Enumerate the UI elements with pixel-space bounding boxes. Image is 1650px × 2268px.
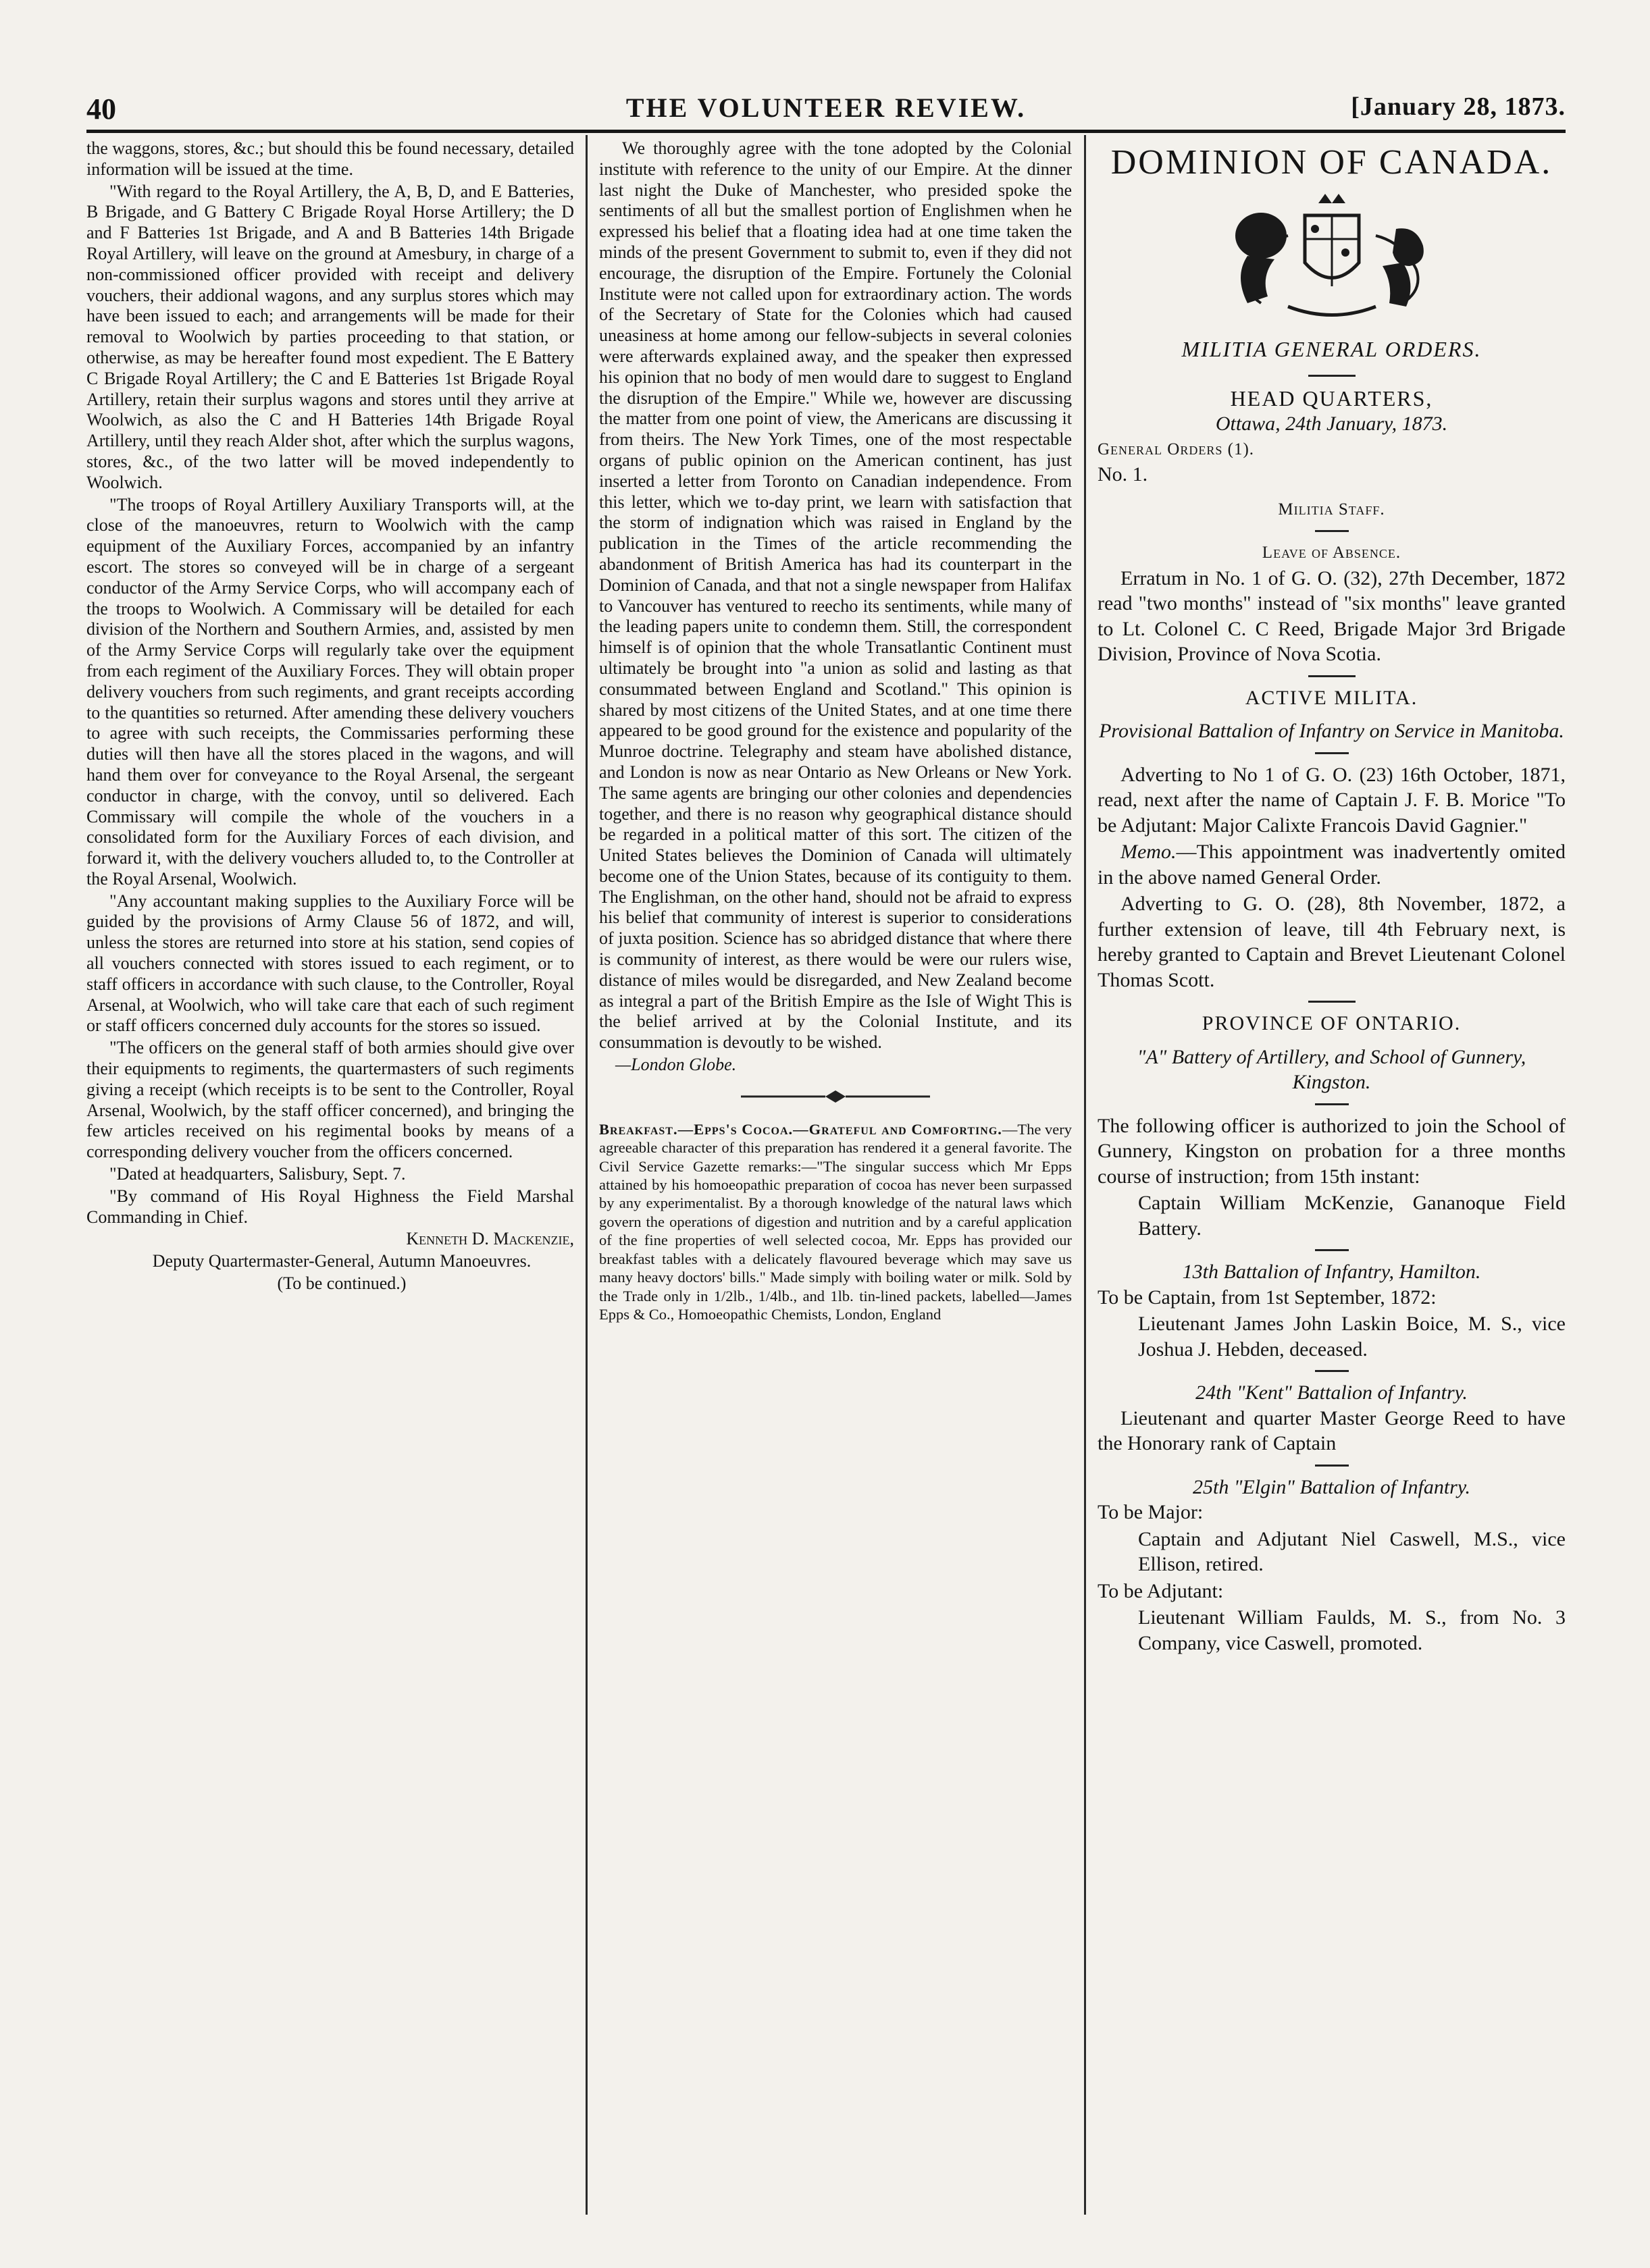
paragraph: the waggons, stores, &c.; but should this be found necessary, detailed information will be issued at the time. [86,138,574,179]
column-1 [86,138,574,2228]
active-militia-heading: ACTIVE MILITA. [1245,686,1418,709]
headquarters-date: Ottawa, 24th January, 1873. [1215,413,1448,435]
column-2 [599,138,1072,2228]
battalion-heading: 24th "Kent" Battalion of Infantry. [1195,1381,1468,1404]
erratum-paragraph: Erratum in No. 1 of G. O. (32), 27th December, 1872 read "two months" instead of "six months" leave granted to Lt. Colonel C. C Reed, Brigade Major 3rd Brigade Division, Province of Nova Scotia. [1098,566,1566,665]
short-rule [1315,530,1349,532]
order-paragraph: The following officer is authorized to join the School of Gunnery, Kingston on probation for a three months course of instruction; from 15th instant: [1098,1114,1566,1188]
paragraph: "Any accountant making supplies to the Auxiliary Force will be guided by the provisions of Army Clause 56 of 1872, and will, unless the stores are returned into store at his station, send copies of all vouchers connected with stores issued to each regiment, or to staff officers in accordance with such clause, to the Controller, Royal Arsenal, at Woolwich, who will take care that each of such regiment or staff officers concerned duly accounts for the stores so issued. [86,891,574,1036]
appointment-heading: To be Captain, from 1st September, 1872: [1098,1286,1437,1309]
paragraph: "Dated at headquarters, Salisbury, Sept. 7. [109,1164,406,1184]
appointment-entry: Lieutenant James John Laskin Boice, M. S., vice Joshua J. Hebden, deceased. [1138,1313,1566,1361]
battalion-heading: 13th Battalion of Infantry, Hamilton. [1182,1261,1481,1283]
short-rule [1308,1001,1356,1003]
signature-name: Kenneth D. Mackenzie, [406,1229,574,1249]
coat-of-arms-icon [1187,188,1477,323]
appointment-heading: To be Adjutant: [1098,1579,1224,1602]
general-orders-label: General Orders (1). [1098,440,1255,458]
signature-title: Deputy Quartermaster-General, Autumn Manoeuvres. [152,1251,532,1271]
paragraph: "With regard to the Royal Artillery, the A, B, D, and E Batteries, B Brigade, and G Battery C Brigade Royal Horse Artillery; the D and F Batteries 1st Brigade, and A and B Batteries 14th Brigade Royal Artillery, will leave on the ground at Amesbury, in charge of a non-commissioned officer provided with receipt and delivery vouchers, their addional wagons, and any surplus stores which may have been issued to each; and arrangements will be made for their removal to Woolwich by parties proceeding to that station, or otherwise, as may be hereafter found most expedient. The E Battery C Brigade Royal Artillery; the C and E Batteries 1st Brigade Royal Artillery, retain their surplus wagons and stores until they arrive at Woolwich, as also the C and H Batteries 14th Brigade Royal Artillery, until they reach Alder shot, after which the surplus wagons, stores, &c., of the two latter will be moved independently to Woolwich. [86,181,574,492]
appointment-entry: Lieutenant William Faulds, M. S., from No. 3 Company, vice Caswell, promoted. [1138,1606,1566,1654]
short-rule [1315,752,1349,754]
header-rule [86,130,1566,133]
order-paragraph: Adverting to G. O. (28), 8th November, 1872, a further extension of leave, till 4th February next, is hereby granted to Captain and Brevet Lieutenant Colonel Thomas Scott. [1098,893,1566,991]
short-rule [1315,1370,1349,1372]
battalion-heading: Provisional Battalion of Infantry on Service in Manitoba. [1099,720,1564,742]
source-credit: —London Globe. [615,1055,737,1075]
short-rule [1315,1249,1349,1251]
appointment-heading: To be Major: [1098,1501,1204,1523]
column-divider [586,135,588,2215]
order-number: No. 1. [1098,463,1148,485]
subheading-leave: Leave of Absence. [1262,544,1401,562]
column-divider [1084,135,1086,2215]
short-rule [1315,1103,1349,1105]
battery-heading: "A" Battery of Artillery, and School of Gunnery, Kingston. [1137,1045,1526,1093]
page-header [86,86,1566,130]
headquarters-heading: HEAD QUARTERS, [1230,386,1433,411]
editorial-paragraph: We thoroughly agree with the tone adopted by the Colonial institute with reference to the unity of our Empire. At the dinner last night the Duke of Manchester, who presided spoke the sentiments of all but the smallest portion of Englishmen when he expressed his belief that a floating idea had at one time taken the minds of the present Government to submit to, even if they did not encourage, the disruption of the Empire. Fortunely the Colonial Institute were not called upon for extraordinary action. The words of the Secretary of State for the Colonies which had caused uneasiness at home among our fellow-subjects in several colonies were afterwards explained away, and the speaker then expressed his opinion that no body of men would dare to suggest to England the disruption of the Empire." While we, however are discussing the matter from one point of view, the Americans are discussing it from theirs. The New York Times, one of the most respectable organs of public opinion on the American continent, has just inserted a letter from Toronto on Canadian independence. From this letter, which we to-day print, we learn with satisfaction that the storm of indignation which was raised in England by the publication in the Times of the article recommending the abandonment of British America has had its counterpart in the Dominion of Canada, and that not a single newspaper from Halifax to Vancouver has ventured to reecho its sentiments, while many of the leading papers unite to condemn them. Still, the correspondent himself is of opinion that the whole Transatlantic Continent must ultimately be brought into "a union as solid and lasting as that consummated between England and Scotland." This opinion is shared by most citizens of the United States, and at one time there appeared to be good ground for the existence and popularity of the Munroe doctrine. Telegraphy and steam have abolished distance, and London is now as near Ontario as New Orleans or New York. The same agents are bringing our other colonies and dependencies together, and there is no reason why geographical distance should be regarded in a political matter of this sort. The citizen of the United States believes the Dominion of Canada will ultimately become one of the Union States, because of its contiguity to them. The Englishman, on the other hand, should not be afraid to express his belief that community of interest is superior to considerations of juxta position. Science has so abridged distance that where there is community of interest, as there would be were our rulers wise, distance of miles would be disregarded, and New Zealand become as integral a part of the British Empire as the Isle of Wight This is the belief arrived at by the Colonial Institute, and its consummation is devoutly to be wished. [599,138,1072,1053]
memo-paragraph: Memo.—This appointment was inadvertently omited in the above named General Order. [1098,841,1566,889]
publication-title: THE VOLUNTEER REVIEW. [625,93,1027,123]
subheading-militia-staff: Militia Staff. [1278,500,1385,519]
dominion-heading: DOMINION OF CANADA. [1110,143,1553,182]
column-3 [1098,138,1566,2228]
paragraph: "The officers on the general staff of both armies should give over their equipments to regiments, the quartermasters of such regiments giving a receipt (which receipts is to be sent to the Controller, Royal Arsenal, Woolwich, by the staff officer concerned), and bringing the few articles received on his regimental books by means of a corresponding delivery voucher from the officers concerned. [86,1038,574,1162]
order-paragraph: Adverting to No 1 of G. O. (23) 16th October, 1871, read, next after the name of Captain J. F. B. Morice "To be Adjutant: Major Calixte Francois David Gagnier." [1098,763,1566,837]
section-title: MILITIA GENERAL ORDERS. [1181,337,1482,361]
advertisement: Breakfast.—Epps's Cocoa.—Grateful and Comforting.—The very agreeable character of this preparation has rendered it a general favorite. The Civil Service Gazette remarks:—"The singular success which Mr Epps attained by his homoeopathic preparation of cocoa has never been surpassed by any experimentalist. By a thorough knowledge of the natural laws which govern the operations of digestion and nutrition and by a careful application of the fine properties of well selected cocoa, Mr. Epps has provided our breakfast tables with a delicately flavoured beverage which may save us many heavy doctors' bills." Made simply with boiling water or milk. Sold by the Trade only in 1/2lb., 1/4lb., and 1lb. tin-lined packets, labelled—James Epps & Co., Homoeopathic Chemists, London, England [599,1120,1072,1323]
short-rule [1308,375,1356,377]
issue-date: [January 28, 1873. [1351,93,1566,121]
paragraph: "By command of His Royal Highness the Field Marshal Commanding in Chief. [86,1186,574,1227]
short-rule [1315,1465,1349,1467]
appointment-entry: Lieutenant and quarter Master George Reed to have the Honorary rank of Captain [1098,1406,1566,1454]
battalion-heading: 25th "Elgin" Battalion of Infantry. [1192,1475,1471,1498]
appointment-entry: Captain William McKenzie, Gananoque Field Battery. [1138,1192,1566,1240]
short-rule [1308,675,1356,677]
paragraph: "The troops of Royal Artillery Auxiliary Transports will, at the close of the manoeuvres, return to Woolwich with the camp equipment of the Auxiliary Forces, accompanied by an infantry escort. The stores so conveyed will be in charge of a sergeant conductor of the Army Service Corps, who will accompany each of the troops to Woolwich. A Commissary will be detailed for each division of the Northern and Southern Armies, and, assisted by men of the Army Service Corps will regularly take over the equipment from each regiment of the Auxiliary Forces. They will obtain proper delivery vouchers from such regiments, and grant receipts according to the quantities so returned. After amending these delivery vouchers to agree with such receipts, the Commissaries performing these duties will then have all the stores placed in the wagons, and will hand them over for conveyance to the Royal Arsenal, the sergeant conductor in charge, with the convoy, until so delivered. Each Commissary will compile the whole of the vouchers in a consolidated form for the Auxiliary Forces of each division, and forward it, with the delivery vouchers alluded to, to the Controller at the Royal Arsenal, Woolwich. [86,494,574,889]
page-number: 40 [86,93,116,126]
province-heading: PROVINCE OF ONTARIO. [1202,1012,1462,1034]
continued-note: (To be continued.) [277,1273,407,1294]
appointment-entry: Captain and Adjutant Niel Caswell, M.S., vice Ellison, retired. [1138,1527,1566,1575]
section-ornament-icon [734,1088,937,1105]
